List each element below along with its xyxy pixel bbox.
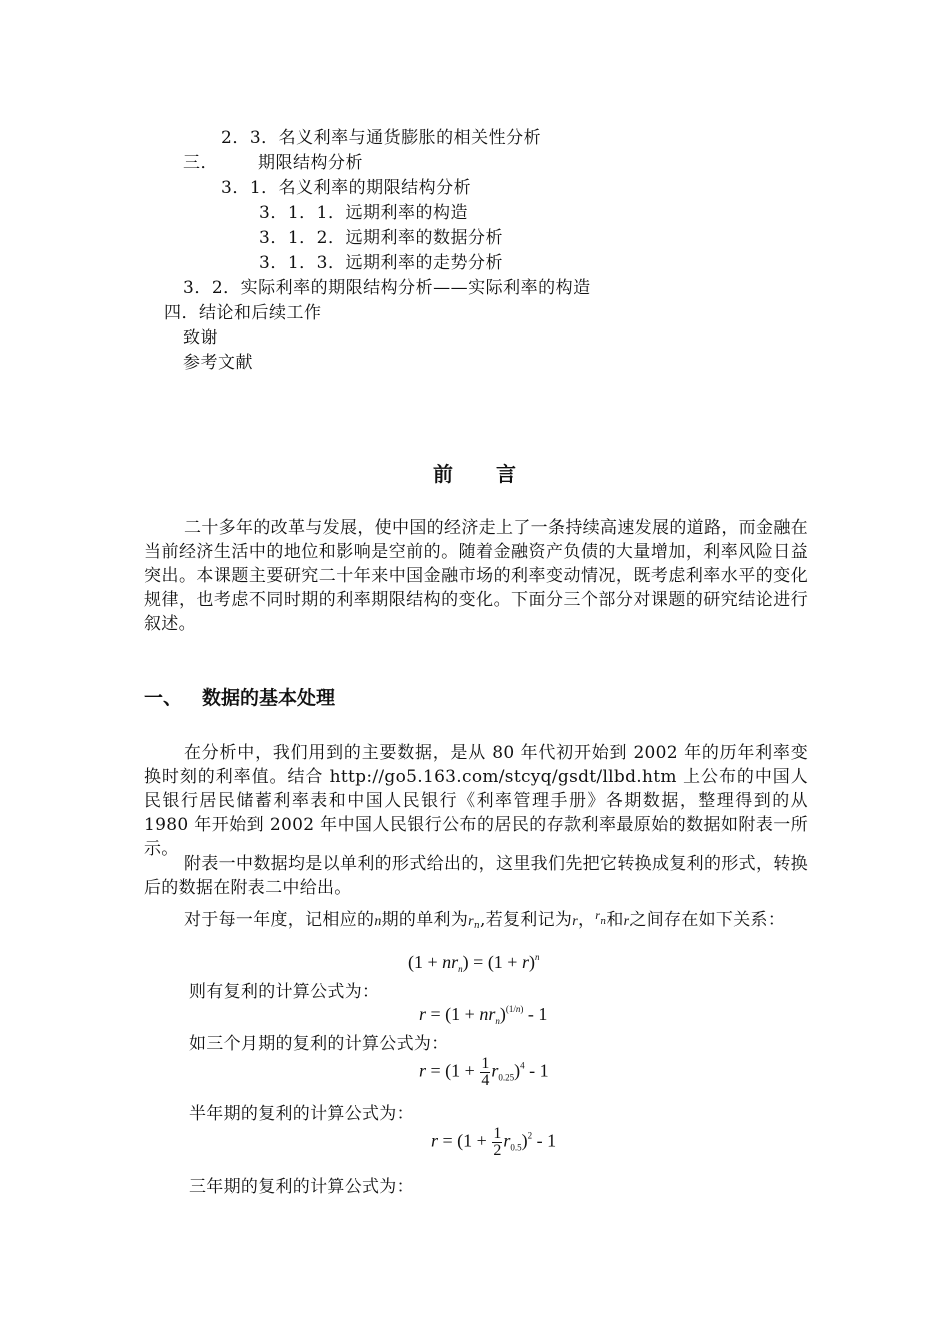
toc-item: 3．1．1．远期利率的构造 [259,203,468,223]
preface-title: 前 言 [433,462,517,486]
toc-item: 3．2．实际利率的期限结构分析——实际利率的构造 [183,278,591,298]
toc-item-label: 期限结构分析 [258,153,363,173]
formula-label: 如三个月期的复利的计算公式为： [189,1034,449,1054]
preface-paragraph: 二十多年的改革与发展，使中国的经济走上了一条持续高速发展的道路，而金融在当前经济生活中的地位和影响是空前的。随着金融资产负债的大量增加，利率风险日益突出。本课题主要研究二十年来中国金融市场的利率变动情况，既考虑利率水平的变化规律，也考虑不同时期的利率期限结构的变化。下面分三个部分对课题的研究结论进行叙述。 [144,518,808,634]
section-paragraph: 在分析中，我们用到的主要数据，是从 80 年代初开始到 2002 年的历年利率变换时刻的利率值。结合 http://go5.163.com/stcyq/gsdt/llbd.htm 上公布的中国人民银行居民储蓄利率表和中国人民银行《利率管理手册》各期数据，整理得到的从 1980 年开始到 2002 年中国人民银行公布的居民的存款利率最原始的数据如附表一所示。 [144,743,808,859]
formula-3month: r = (1 + $\frac{1}{4}$ $r_{0.25})^4 - 1$ [419,1055,549,1089]
section-heading: 一、 数据的基本处理 [144,687,336,709]
formula-label: 三年期的复利的计算公式为： [189,1177,414,1197]
toc-item [183,151,363,176]
formula-label: 半年期的复利的计算公式为： [189,1104,414,1124]
section-paragraph: 附表一中数据均是以单利的形式给出的，这里我们先把它转换成复利的形式，转换后的数据在附表二中给出。 [144,854,808,898]
toc-item: 3．1．名义利率的期限结构分析 [221,178,472,198]
toc-item: 四．结论和后续工作 [164,303,322,323]
formula-compound: $r = (1 + nr_n)^{(1/n)} - 1$ [419,1004,548,1026]
toc-item: 2．3．名义利率与通货膨胀的相关性分析 [221,128,542,148]
toc-item-number: 三． [183,153,218,173]
formula-halfyear: r = (1 + $\frac{1}{2}$ $r_{0.5})^2 - 1$ [431,1125,557,1159]
formula-relation: $(1 + nr_n) = (1 + r)^n$ [408,952,540,974]
formula-label: 则有复利的计算公式为： [189,982,380,1002]
toc-item: 3．1．3．远期利率的走势分析 [259,253,503,273]
toc-item: 3．1．2．远期利率的数据分析 [259,228,503,248]
toc-item: 致谢 [183,328,218,348]
section-paragraph: 对于每一年度，记相应的n期的单利为rn,若复利记为r，$^r$n和r之间存在如下关系： [184,908,786,931]
toc-item: 参考文献 [183,353,253,373]
